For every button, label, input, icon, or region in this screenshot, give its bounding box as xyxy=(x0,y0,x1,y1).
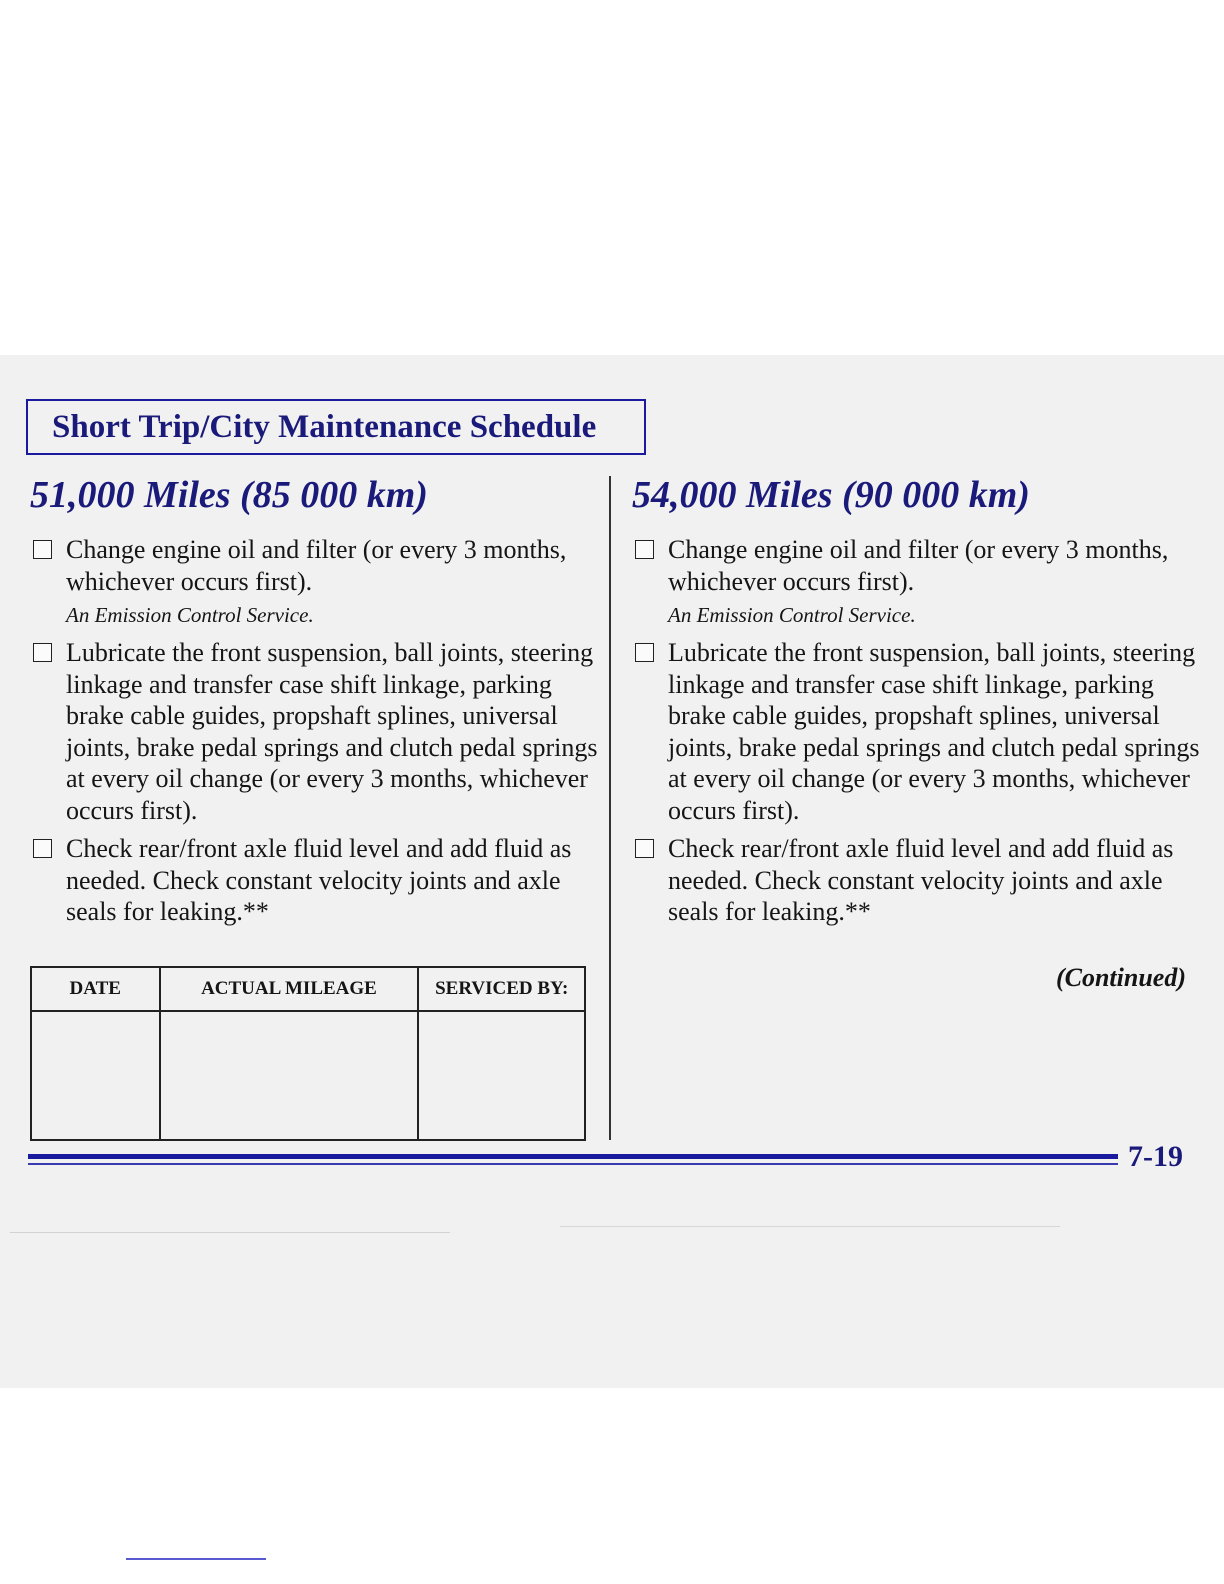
item-text: Change engine oil and filter (or every 3 months, whichever occurs first). xyxy=(66,535,567,596)
item-text: Lubricate the front suspension, ball joints, steering linkage and transfer case shift linkage, parking brake cable guides, propshaft splines, universal joints, brake pedal springs and clutch pedal springs at every oil change (or every 3 months, whichever occurs first). xyxy=(668,638,1200,825)
bottom-mark-line xyxy=(126,1558,266,1560)
section-header-box xyxy=(26,399,646,455)
serviced-by-cell[interactable] xyxy=(418,1011,585,1140)
column-divider xyxy=(609,476,611,1140)
checklist-item-axle-fluid xyxy=(30,833,600,928)
date-cell[interactable] xyxy=(31,1011,160,1140)
column-header-date: DATE xyxy=(31,967,160,1011)
item-text: Check rear/front axle fluid level and add fluid as needed. Check constant velocity joints and axle seals for leaking.** xyxy=(668,834,1174,926)
mileage-heading-51000: 51,000 Miles (85 000 km) xyxy=(30,474,428,516)
footer-rule-thin xyxy=(28,1163,1118,1165)
checkbox-icon[interactable] xyxy=(635,540,654,559)
left-column xyxy=(30,470,600,935)
emission-note: An Emission Control Service. xyxy=(66,603,314,627)
section-title: Short Trip/City Maintenance Schedule xyxy=(52,409,597,445)
scan-artifact-line xyxy=(560,1226,1060,1227)
service-record-table xyxy=(30,966,586,1141)
item-text: Check rear/front axle fluid level and add fluid as needed. Check constant velocity joints and axle seals for leaking.** xyxy=(66,834,572,926)
item-text: Change engine oil and filter (or every 3 months, whichever occurs first). xyxy=(668,535,1169,596)
item-text: Lubricate the front suspension, ball joints, steering linkage and transfer case shift linkage, parking brake cable guides, propshaft splines, universal joints, brake pedal springs and clutch pedal springs at every oil change (or every 3 months, whichever occurs first). xyxy=(66,638,598,825)
actual-mileage-cell[interactable] xyxy=(160,1011,419,1140)
scan-artifact-line xyxy=(10,1232,450,1233)
checklist-item-lubricate xyxy=(30,637,600,826)
footer-rule xyxy=(28,1154,1118,1159)
checklist-item-lubricate xyxy=(632,637,1202,826)
checklist-item-axle-fluid xyxy=(632,833,1202,928)
checkbox-icon[interactable] xyxy=(33,643,52,662)
emission-note: An Emission Control Service. xyxy=(668,603,916,627)
mileage-heading-54000: 54,000 Miles (90 000 km) xyxy=(632,474,1030,516)
checkbox-icon[interactable] xyxy=(635,643,654,662)
checklist-item-oil-change xyxy=(632,534,1202,630)
continued-label: (Continued) xyxy=(1055,963,1186,992)
checkbox-icon[interactable] xyxy=(33,540,52,559)
column-header-actual-mileage: ACTUAL MILEAGE xyxy=(160,967,419,1011)
right-column xyxy=(632,470,1202,935)
checklist-item-oil-change xyxy=(30,534,600,630)
page-number: 7-19 xyxy=(1128,1140,1183,1173)
checkbox-icon[interactable] xyxy=(33,839,52,858)
column-header-serviced-by: SERVICED BY: xyxy=(418,967,585,1011)
checkbox-icon[interactable] xyxy=(635,839,654,858)
